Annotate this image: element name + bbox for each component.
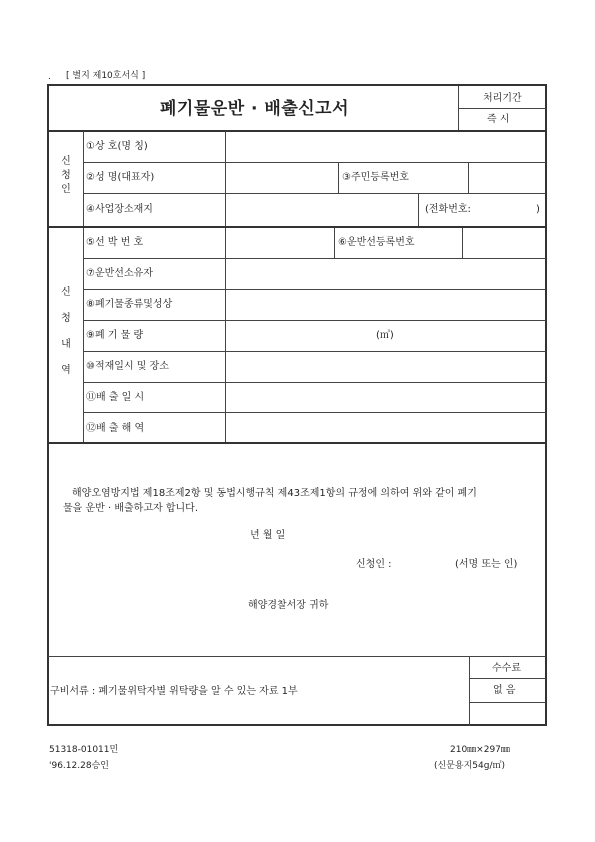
details-section-label: 신 청 내 역 — [61, 287, 71, 376]
header-dot: . — [48, 72, 51, 82]
declaration-text-line1: 해양오염방지법 제18조제2항 및 동법시행규칙 제43조제1항의 규정에 의하여 위와 같이 폐기 — [72, 488, 477, 499]
discharge-time-field[interactable] — [227, 384, 545, 411]
phone-label: (전화번호: — [425, 204, 471, 215]
required-documents: 구비서류 : 폐기물위탁자별 위탁량을 알 수 있는 자료 1부 — [50, 686, 298, 697]
discharge-area-field[interactable] — [227, 414, 545, 441]
page-title: 폐기물운반 · 배출신고서 — [160, 99, 350, 119]
approval-date: '96.12.28승인 — [49, 761, 109, 771]
waste-type-label: ⑧폐기물종류및성상 — [86, 299, 173, 310]
discharge-area-label: ⑫배 출 해 역 — [86, 423, 145, 434]
ship-registration-field[interactable] — [464, 230, 545, 257]
representative-name-label: ②성 명(대표자) — [86, 172, 155, 183]
business-address-label: ④사업장소재지 — [86, 204, 153, 215]
form-number-note: [ 별지 제10호서식 ] — [66, 71, 146, 81]
processing-period-value: 즉 시 — [487, 114, 510, 125]
loading-time-place-label: ⑩적재일시 및 장소 — [86, 361, 169, 372]
trade-name-label: ①상 호(명 칭) — [86, 141, 148, 152]
resident-number-field[interactable] — [470, 164, 545, 192]
ship-number-field[interactable] — [227, 230, 333, 257]
declaration-text-line2: 물을 운반 · 배출하고자 합니다. — [63, 503, 198, 514]
fee-label: 수수료 — [492, 663, 521, 674]
recipient: 해양경찰서장 귀하 — [248, 600, 329, 611]
phone-close: ) — [536, 204, 540, 215]
ship-registration-label: ⑥운반선등록번호 — [338, 237, 415, 248]
business-address-field[interactable] — [227, 195, 417, 225]
trade-name-field[interactable] — [227, 133, 545, 161]
ship-owner-field[interactable] — [227, 260, 545, 288]
ship-number-label: ⑤선 박 번 호 — [86, 237, 144, 248]
paper-size: 210㎜×297㎜ — [450, 745, 510, 755]
waste-amount-unit: (㎥) — [376, 330, 394, 341]
processing-period-label: 처리기간 — [483, 93, 522, 104]
paper-type: (신문용지54g/㎡) — [434, 761, 505, 771]
resident-number-label: ③주민등록번호 — [342, 172, 409, 183]
fee-value: 없 음 — [493, 685, 516, 696]
ship-owner-label: ⑦운반선소유자 — [86, 268, 153, 279]
applicant-section-label: 신 청 인 — [61, 156, 71, 195]
loading-time-place-field[interactable] — [227, 353, 545, 381]
applicant-signature-label: 신청인 : — [356, 559, 392, 570]
form-code: 51318-01011민 — [49, 745, 119, 755]
representative-name-field[interactable] — [227, 164, 337, 192]
waste-type-field[interactable] — [227, 291, 545, 319]
discharge-time-label: ⑪배 출 일 시 — [86, 392, 145, 403]
signature-note: (서명 또는 인) — [455, 559, 518, 570]
declaration-date: 년 월 일 — [250, 530, 286, 541]
waste-amount-label: ⑨폐 기 물 량 — [86, 330, 144, 341]
